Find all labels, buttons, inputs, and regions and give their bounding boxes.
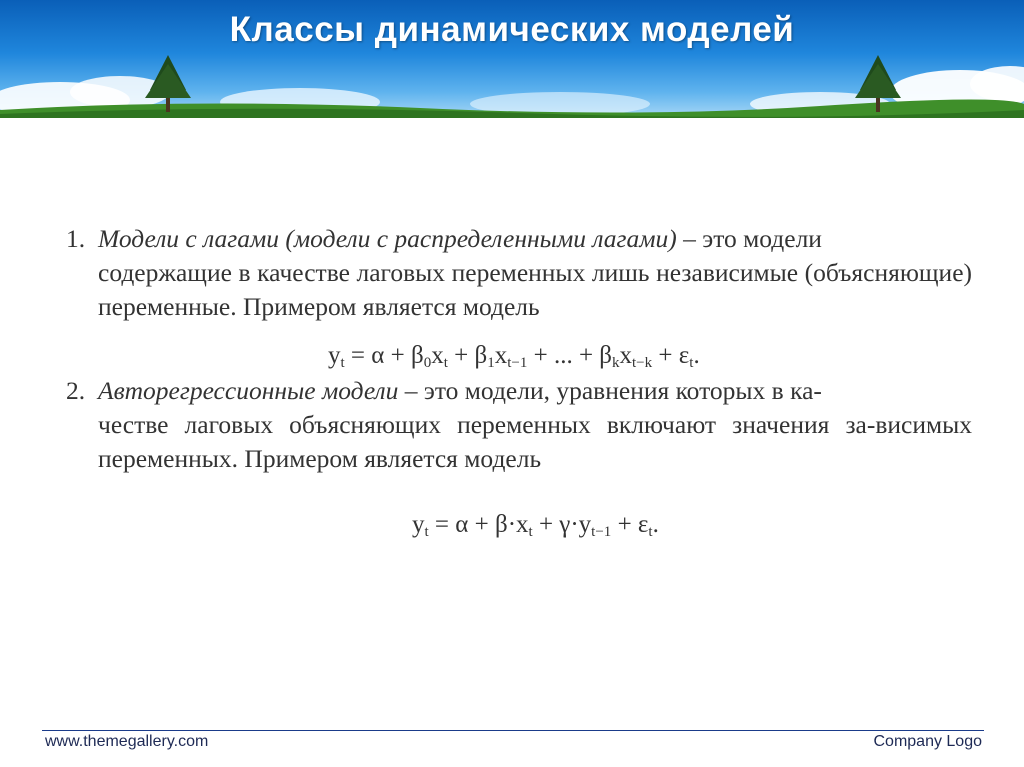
slide-title: Классы динамических моделей	[229, 10, 795, 49]
footer-divider	[42, 730, 984, 731]
definition-continuation: содержащие в качестве лаговых переменных лишь независимые (объясняющие) переменные. Примером является модель	[98, 258, 972, 321]
list-number: 2.	[66, 376, 86, 405]
definition-text: – это модели	[676, 224, 822, 253]
definition-continuation: честве лаговых объясняющих переменных включают значения за-висимых переменных. Примером является модель	[98, 410, 972, 473]
term-autoregressive-models: Авторегрессионные модели	[98, 376, 399, 405]
list-item-1	[66, 222, 972, 324]
footer-website-link[interactable]: www.themegallery.com	[45, 733, 209, 750]
footer-company-logo: Company Logo	[873, 733, 982, 750]
header-banner	[0, 0, 1024, 118]
slide-content	[66, 222, 972, 540]
definition-text: – это модели, уравнения которых в ка-	[398, 376, 822, 405]
list-number: 1.	[66, 224, 86, 253]
term-lag-models: Модели с лагами (модели с распределенными лагами)	[98, 224, 677, 253]
formula-distributed-lag: $y_t = \alpha + \beta_0x_t + \beta_1x_{t-1}$ + ... + $\beta_kx_{t-k} + \varepsilon_t$.	[328, 342, 700, 371]
formula-autoregressive: $y_t = \alpha + \beta\cdot x_t + \gamma\cdot y_{t-1} + \varepsilon_t$.	[412, 511, 659, 540]
list-item-2	[66, 374, 972, 476]
